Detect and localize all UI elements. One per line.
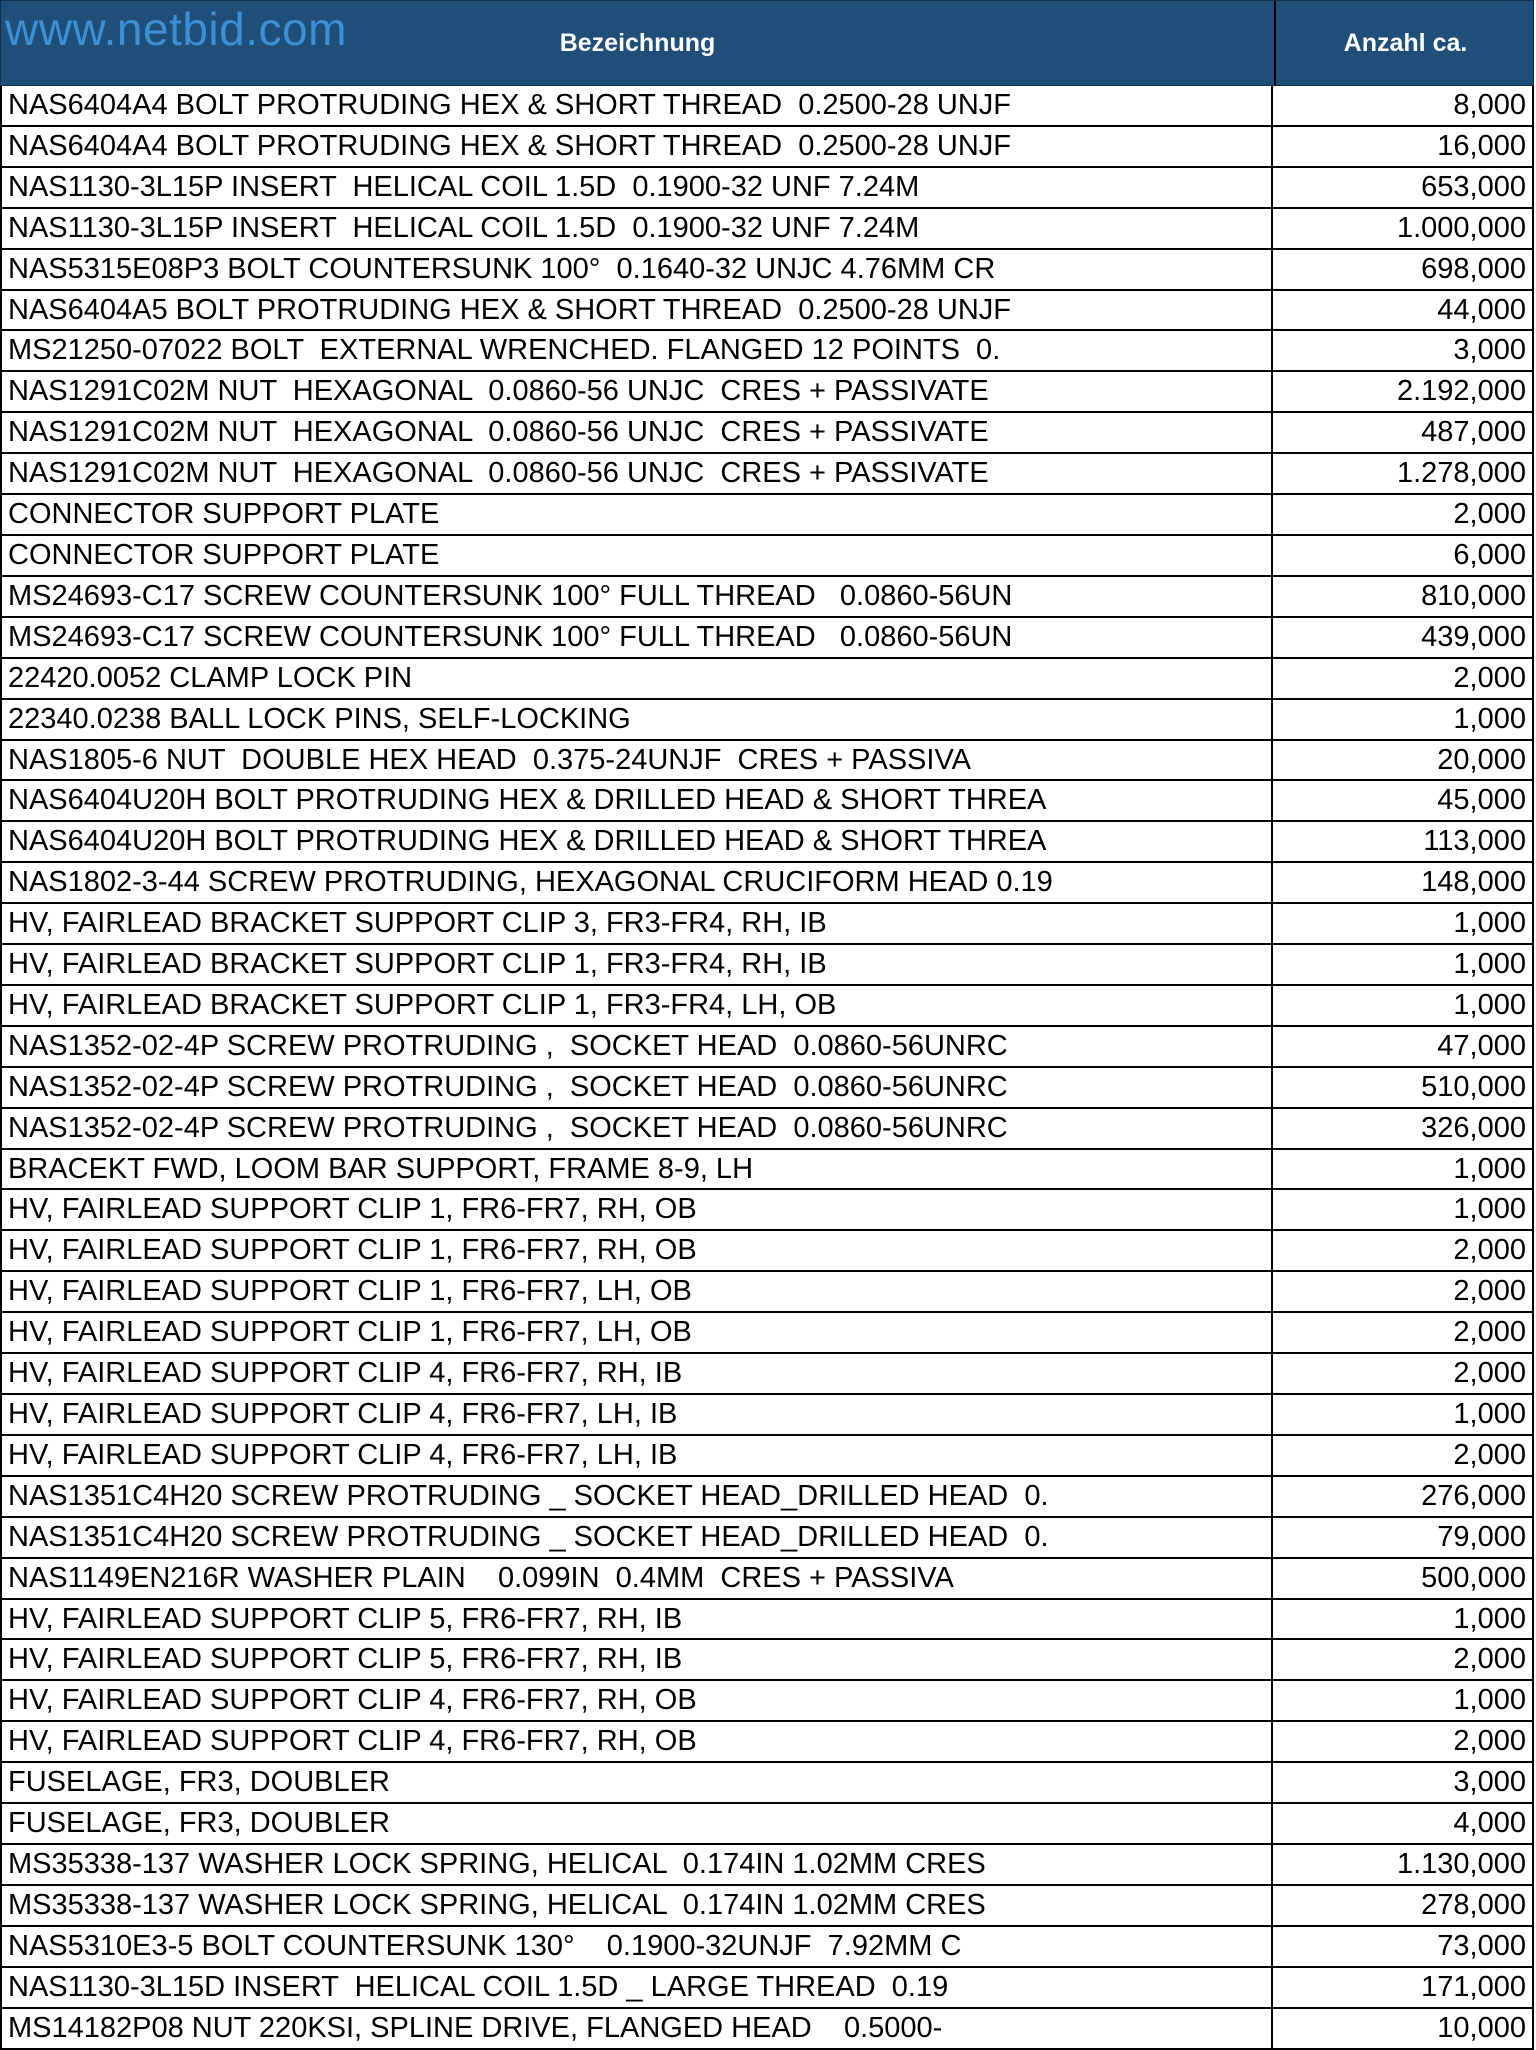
cell-quantity[interactable]: 79,000	[1437, 1520, 1526, 1553]
table-row[interactable]	[2, 127, 1532, 168]
cell-quantity[interactable]: 20,000	[1437, 743, 1526, 776]
cell-description[interactable]: HV, FAIRLEAD SUPPORT CLIP 4, FR6-FR7, RH, OB	[2, 1681, 1273, 1720]
cell-quantity[interactable]: 47,000	[1437, 1029, 1526, 1062]
cell-description[interactable]: HV, FAIRLEAD SUPPORT CLIP 1, FR6-FR7, LH, OB	[2, 1313, 1273, 1352]
cell-description[interactable]: HV, FAIRLEAD BRACKET SUPPORT CLIP 1, FR3-FR4, LH, OB	[2, 986, 1273, 1025]
cell-quantity[interactable]: 16,000	[1437, 129, 1526, 162]
table-row[interactable]	[2, 618, 1532, 659]
cell-quantity[interactable]: 278,000	[1421, 1888, 1526, 1921]
cell-quantity[interactable]: 1,000	[1453, 1152, 1526, 1185]
cell-quantity[interactable]: 2,000	[1453, 1357, 1526, 1390]
table-row[interactable]	[2, 1354, 1532, 1395]
table-row[interactable]	[2, 904, 1532, 945]
table-row[interactable]	[2, 1190, 1532, 1231]
cell-description[interactable]: NAS1352-02-4P SCREW PROTRUDING , SOCKET HEAD 0.0860-56UNRC	[2, 1027, 1273, 1066]
cell-description[interactable]: MS24693-C17 SCREW COUNTERSUNK 100° FULL THREAD 0.0860-56UN	[2, 577, 1273, 616]
table-row[interactable]	[2, 372, 1532, 413]
cell-description[interactable]: NAS6404U20H BOLT PROTRUDING HEX & DRILLED HEAD & SHORT THREA	[2, 781, 1273, 820]
table-row[interactable]	[2, 1681, 1532, 1722]
table-row[interactable]	[2, 2009, 1532, 2050]
cell-quantity[interactable]: 1,000	[1453, 948, 1526, 981]
cell-description[interactable]: NAS1149EN216R WASHER PLAIN 0.099IN 0.4MM CRES + PASSIVA	[2, 1559, 1273, 1598]
cell-description[interactable]: HV, FAIRLEAD SUPPORT CLIP 1, FR6-FR7, LH, OB	[2, 1272, 1273, 1311]
table-row[interactable]	[2, 781, 1532, 822]
cell-quantity[interactable]: 8,000	[1453, 89, 1526, 121]
cell-description[interactable]: HV, FAIRLEAD SUPPORT CLIP 4, FR6-FR7, LH, IB	[2, 1436, 1273, 1475]
table-row[interactable]	[2, 1968, 1532, 2009]
table-row[interactable]	[2, 1395, 1532, 1436]
cell-quantity[interactable]: 4,000	[1453, 1807, 1526, 1840]
cell-quantity[interactable]: 510,000	[1421, 1070, 1526, 1103]
cell-description[interactable]: NAS1130-3L15D INSERT HELICAL COIL 1.5D _ LARGE THREAD 0.19	[2, 1968, 1273, 2007]
table-row[interactable]	[2, 536, 1532, 577]
cell-description[interactable]: NAS1351C4H20 SCREW PROTRUDING _ SOCKET HEAD_DRILLED HEAD 0.	[2, 1477, 1273, 1516]
cell-description[interactable]: NAS1352-02-4P SCREW PROTRUDING , SOCKET HEAD 0.0860-56UNRC	[2, 1068, 1273, 1107]
table-row[interactable]	[2, 1027, 1532, 1068]
table-row[interactable]	[2, 1600, 1532, 1641]
cell-description[interactable]: HV, FAIRLEAD SUPPORT CLIP 1, FR6-FR7, RH, OB	[2, 1190, 1273, 1229]
column-header-description[interactable]: Bezeichnung	[559, 28, 716, 57]
cell-quantity[interactable]: 1,000	[1453, 1193, 1526, 1226]
cell-description[interactable]: 22340.0238 BALL LOCK PINS, SELF-LOCKING	[2, 700, 1273, 739]
cell-quantity[interactable]: 439,000	[1421, 620, 1526, 653]
cell-quantity[interactable]: 171,000	[1421, 1970, 1526, 2003]
table-row[interactable]	[2, 331, 1532, 372]
table-row[interactable]	[2, 168, 1532, 209]
cell-description[interactable]: NAS1351C4H20 SCREW PROTRUDING _ SOCKET HEAD_DRILLED HEAD 0.	[2, 1518, 1273, 1557]
cell-quantity[interactable]: 73,000	[1437, 1929, 1526, 1962]
cell-quantity[interactable]: 1,000	[1453, 907, 1526, 940]
cell-quantity[interactable]: 148,000	[1421, 866, 1526, 899]
table-row[interactable]	[2, 1722, 1532, 1763]
cell-quantity[interactable]: 1,000	[1453, 988, 1526, 1021]
cell-description[interactable]: HV, FAIRLEAD BRACKET SUPPORT CLIP 1, FR3-FR4, RH, IB	[2, 945, 1273, 984]
table-header	[0, 0, 1534, 86]
cell-description[interactable]: NAS1291C02M NUT HEXAGONAL 0.0860-56 UNJC CRES + PASSIVATE	[2, 454, 1273, 493]
watermark-text: www.netbid.com	[5, 3, 347, 55]
cell-description[interactable]: NAS1352-02-4P SCREW PROTRUDING , SOCKET HEAD 0.0860-56UNRC	[2, 1109, 1273, 1148]
cell-description[interactable]: 22420.0052 CLAMP LOCK PIN	[2, 659, 1273, 698]
cell-quantity[interactable]: 1,000	[1453, 1684, 1526, 1717]
cell-description[interactable]: NAS5315E08P3 BOLT COUNTERSUNK 100° 0.1640-32 UNJC 4.76MM CR	[2, 250, 1273, 289]
cell-description[interactable]: MS21250-07022 BOLT EXTERNAL WRENCHED. FLANGED 12 POINTS 0.	[2, 331, 1273, 370]
cell-quantity[interactable]: 487,000	[1421, 416, 1526, 449]
cell-quantity[interactable]: 2,000	[1453, 1438, 1526, 1471]
cell-quantity[interactable]: 6,000	[1453, 538, 1526, 571]
cell-quantity[interactable]: 2,000	[1453, 498, 1526, 531]
table-row[interactable]	[2, 454, 1532, 495]
table-row[interactable]	[2, 1804, 1532, 1845]
cell-description[interactable]: NAS6404A5 BOLT PROTRUDING HEX & SHORT THREAD 0.2500-28 UNJF	[2, 291, 1273, 330]
cell-quantity[interactable]: 1,000	[1453, 1602, 1526, 1635]
cell-quantity[interactable]: 1,000	[1453, 1398, 1526, 1430]
cell-description[interactable]: NAS1805-6 NUT DOUBLE HEX HEAD 0.375-24UNJF CRES + PASSIVA	[2, 741, 1273, 780]
cell-description[interactable]: HV, FAIRLEAD SUPPORT CLIP 5, FR6-FR7, RH, IB	[2, 1640, 1273, 1679]
cell-quantity[interactable]: 2.192,000	[1396, 375, 1526, 408]
table-row[interactable]	[2, 291, 1532, 332]
table-row[interactable]	[2, 1927, 1532, 1968]
cell-quantity[interactable]: 2,000	[1453, 1725, 1526, 1758]
cell-description[interactable]: MS14182P08 NUT 220KSI, SPLINE DRIVE, FLANGED HEAD 0.5000-	[2, 2009, 1273, 2048]
cell-quantity[interactable]: 276,000	[1421, 1479, 1526, 1512]
table-row[interactable]	[2, 1845, 1532, 1886]
column-header-quantity[interactable]: Anzahl ca.	[1274, 1, 1535, 85]
cell-description[interactable]: HV, FAIRLEAD SUPPORT CLIP 5, FR6-FR7, RH, IB	[2, 1600, 1273, 1639]
cell-quantity[interactable]: 1.000,000	[1396, 211, 1526, 244]
table-row[interactable]	[2, 986, 1532, 1027]
cell-description[interactable]: BRACEKT FWD, LOOM BAR SUPPORT, FRAME 8-9, LH	[2, 1150, 1273, 1189]
table-row[interactable]	[2, 86, 1532, 127]
cell-quantity[interactable]: 2,000	[1453, 1643, 1526, 1676]
table-row[interactable]	[2, 1313, 1532, 1354]
cell-quantity[interactable]: 2,000	[1453, 1234, 1526, 1267]
table-row[interactable]	[2, 1763, 1532, 1804]
cell-description[interactable]: HV, FAIRLEAD SUPPORT CLIP 4, FR6-FR7, LH, IB	[2, 1395, 1273, 1434]
cell-description[interactable]: NAS6404A4 BOLT PROTRUDING HEX & SHORT THREAD 0.2500-28 UNJF	[2, 86, 1273, 125]
table-row[interactable]	[2, 577, 1532, 618]
table-row[interactable]	[2, 945, 1532, 986]
table-body	[0, 86, 1534, 2050]
table-row[interactable]	[2, 1518, 1532, 1559]
cell-quantity[interactable]: 810,000	[1421, 579, 1526, 612]
cell-description[interactable]: CONNECTOR SUPPORT PLATE	[2, 495, 1273, 534]
cell-description[interactable]: NAS6404A4 BOLT PROTRUDING HEX & SHORT THREAD 0.2500-28 UNJF	[2, 127, 1273, 166]
cell-description[interactable]: NAS1130-3L15P INSERT HELICAL COIL 1.5D 0.1900-32 UNF 7.24M	[2, 209, 1273, 248]
table-row[interactable]	[2, 495, 1532, 536]
cell-description[interactable]: HV, FAIRLEAD SUPPORT CLIP 4, FR6-FR7, RH, OB	[2, 1722, 1273, 1761]
cell-description[interactable]: CONNECTOR SUPPORT PLATE	[2, 536, 1273, 575]
cell-quantity[interactable]: 3,000	[1453, 334, 1526, 367]
table-row[interactable]	[2, 741, 1532, 782]
cell-description[interactable]: HV, FAIRLEAD SUPPORT CLIP 4, FR6-FR7, RH, IB	[2, 1354, 1273, 1393]
cell-quantity[interactable]: 44,000	[1437, 293, 1526, 326]
cell-quantity[interactable]: 10,000	[1437, 2011, 1526, 2044]
table-row[interactable]	[2, 1068, 1532, 1109]
cell-description[interactable]: FUSELAGE, FR3, DOUBLER	[2, 1763, 1273, 1802]
cell-description[interactable]: MS24693-C17 SCREW COUNTERSUNK 100° FULL THREAD 0.0860-56UN	[2, 618, 1273, 657]
table-row[interactable]	[2, 863, 1532, 904]
table-row[interactable]	[2, 250, 1532, 291]
cell-quantity[interactable]: 45,000	[1437, 784, 1526, 817]
cell-description[interactable]: NAS1291C02M NUT HEXAGONAL 0.0860-56 UNJC CRES + PASSIVATE	[2, 372, 1273, 411]
cell-description[interactable]: FUSELAGE, FR3, DOUBLER	[2, 1804, 1273, 1843]
table-row[interactable]	[2, 1477, 1532, 1518]
cell-description[interactable]: NAS1802-3-44 SCREW PROTRUDING, HEXAGONAL CRUCIFORM HEAD 0.19	[2, 863, 1273, 902]
cell-quantity[interactable]: 2,000	[1453, 661, 1526, 694]
table-row[interactable]	[2, 1272, 1532, 1313]
table-row[interactable]	[2, 1559, 1532, 1600]
table-row[interactable]	[2, 1886, 1532, 1927]
cell-quantity[interactable]: 1.278,000	[1396, 457, 1526, 490]
table-row[interactable]	[2, 659, 1532, 700]
table-row[interactable]	[2, 822, 1532, 863]
cell-quantity[interactable]: 500,000	[1421, 1561, 1526, 1594]
cell-quantity[interactable]: 2,000	[1453, 1275, 1526, 1308]
cell-quantity[interactable]: 1.130,000	[1396, 1847, 1526, 1880]
cell-quantity[interactable]: 2,000	[1453, 1316, 1526, 1349]
cell-quantity[interactable]: 3,000	[1453, 1766, 1526, 1799]
table-row[interactable]	[2, 1640, 1532, 1681]
cell-description[interactable]: HV, FAIRLEAD SUPPORT CLIP 1, FR6-FR7, RH, OB	[2, 1231, 1273, 1270]
cell-description[interactable]: NAS1291C02M NUT HEXAGONAL 0.0860-56 UNJC CRES + PASSIVATE	[2, 413, 1273, 452]
table-row[interactable]	[2, 1436, 1532, 1477]
cell-description[interactable]: MS35338-137 WASHER LOCK SPRING, HELICAL 0.174IN 1.02MM CRES	[2, 1886, 1273, 1925]
table-row[interactable]	[2, 1231, 1532, 1272]
table-row[interactable]	[2, 1150, 1532, 1191]
cell-description[interactable]: NAS1130-3L15P INSERT HELICAL COIL 1.5D 0.1900-32 UNF 7.24M	[2, 168, 1273, 207]
cell-quantity[interactable]: 653,000	[1421, 170, 1526, 203]
cell-description[interactable]: NAS6404U20H BOLT PROTRUDING HEX & DRILLED HEAD & SHORT THREA	[2, 822, 1273, 861]
cell-quantity[interactable]: 326,000	[1421, 1111, 1526, 1144]
table-row[interactable]	[2, 700, 1532, 741]
cell-description[interactable]: NAS5310E3-5 BOLT COUNTERSUNK 130° 0.1900-32UNJF 7.92MM C	[2, 1927, 1273, 1966]
cell-description[interactable]: HV, FAIRLEAD BRACKET SUPPORT CLIP 3, FR3-FR4, RH, IB	[2, 904, 1273, 943]
cell-quantity[interactable]: 113,000	[1423, 825, 1526, 858]
table-row[interactable]	[2, 413, 1532, 454]
table-row[interactable]	[2, 209, 1532, 250]
table-row[interactable]	[2, 1109, 1532, 1150]
cell-description[interactable]: MS35338-137 WASHER LOCK SPRING, HELICAL 0.174IN 1.02MM CRES	[2, 1845, 1273, 1884]
cell-quantity[interactable]: 698,000	[1421, 252, 1526, 285]
cell-quantity[interactable]: 1,000	[1453, 702, 1526, 735]
